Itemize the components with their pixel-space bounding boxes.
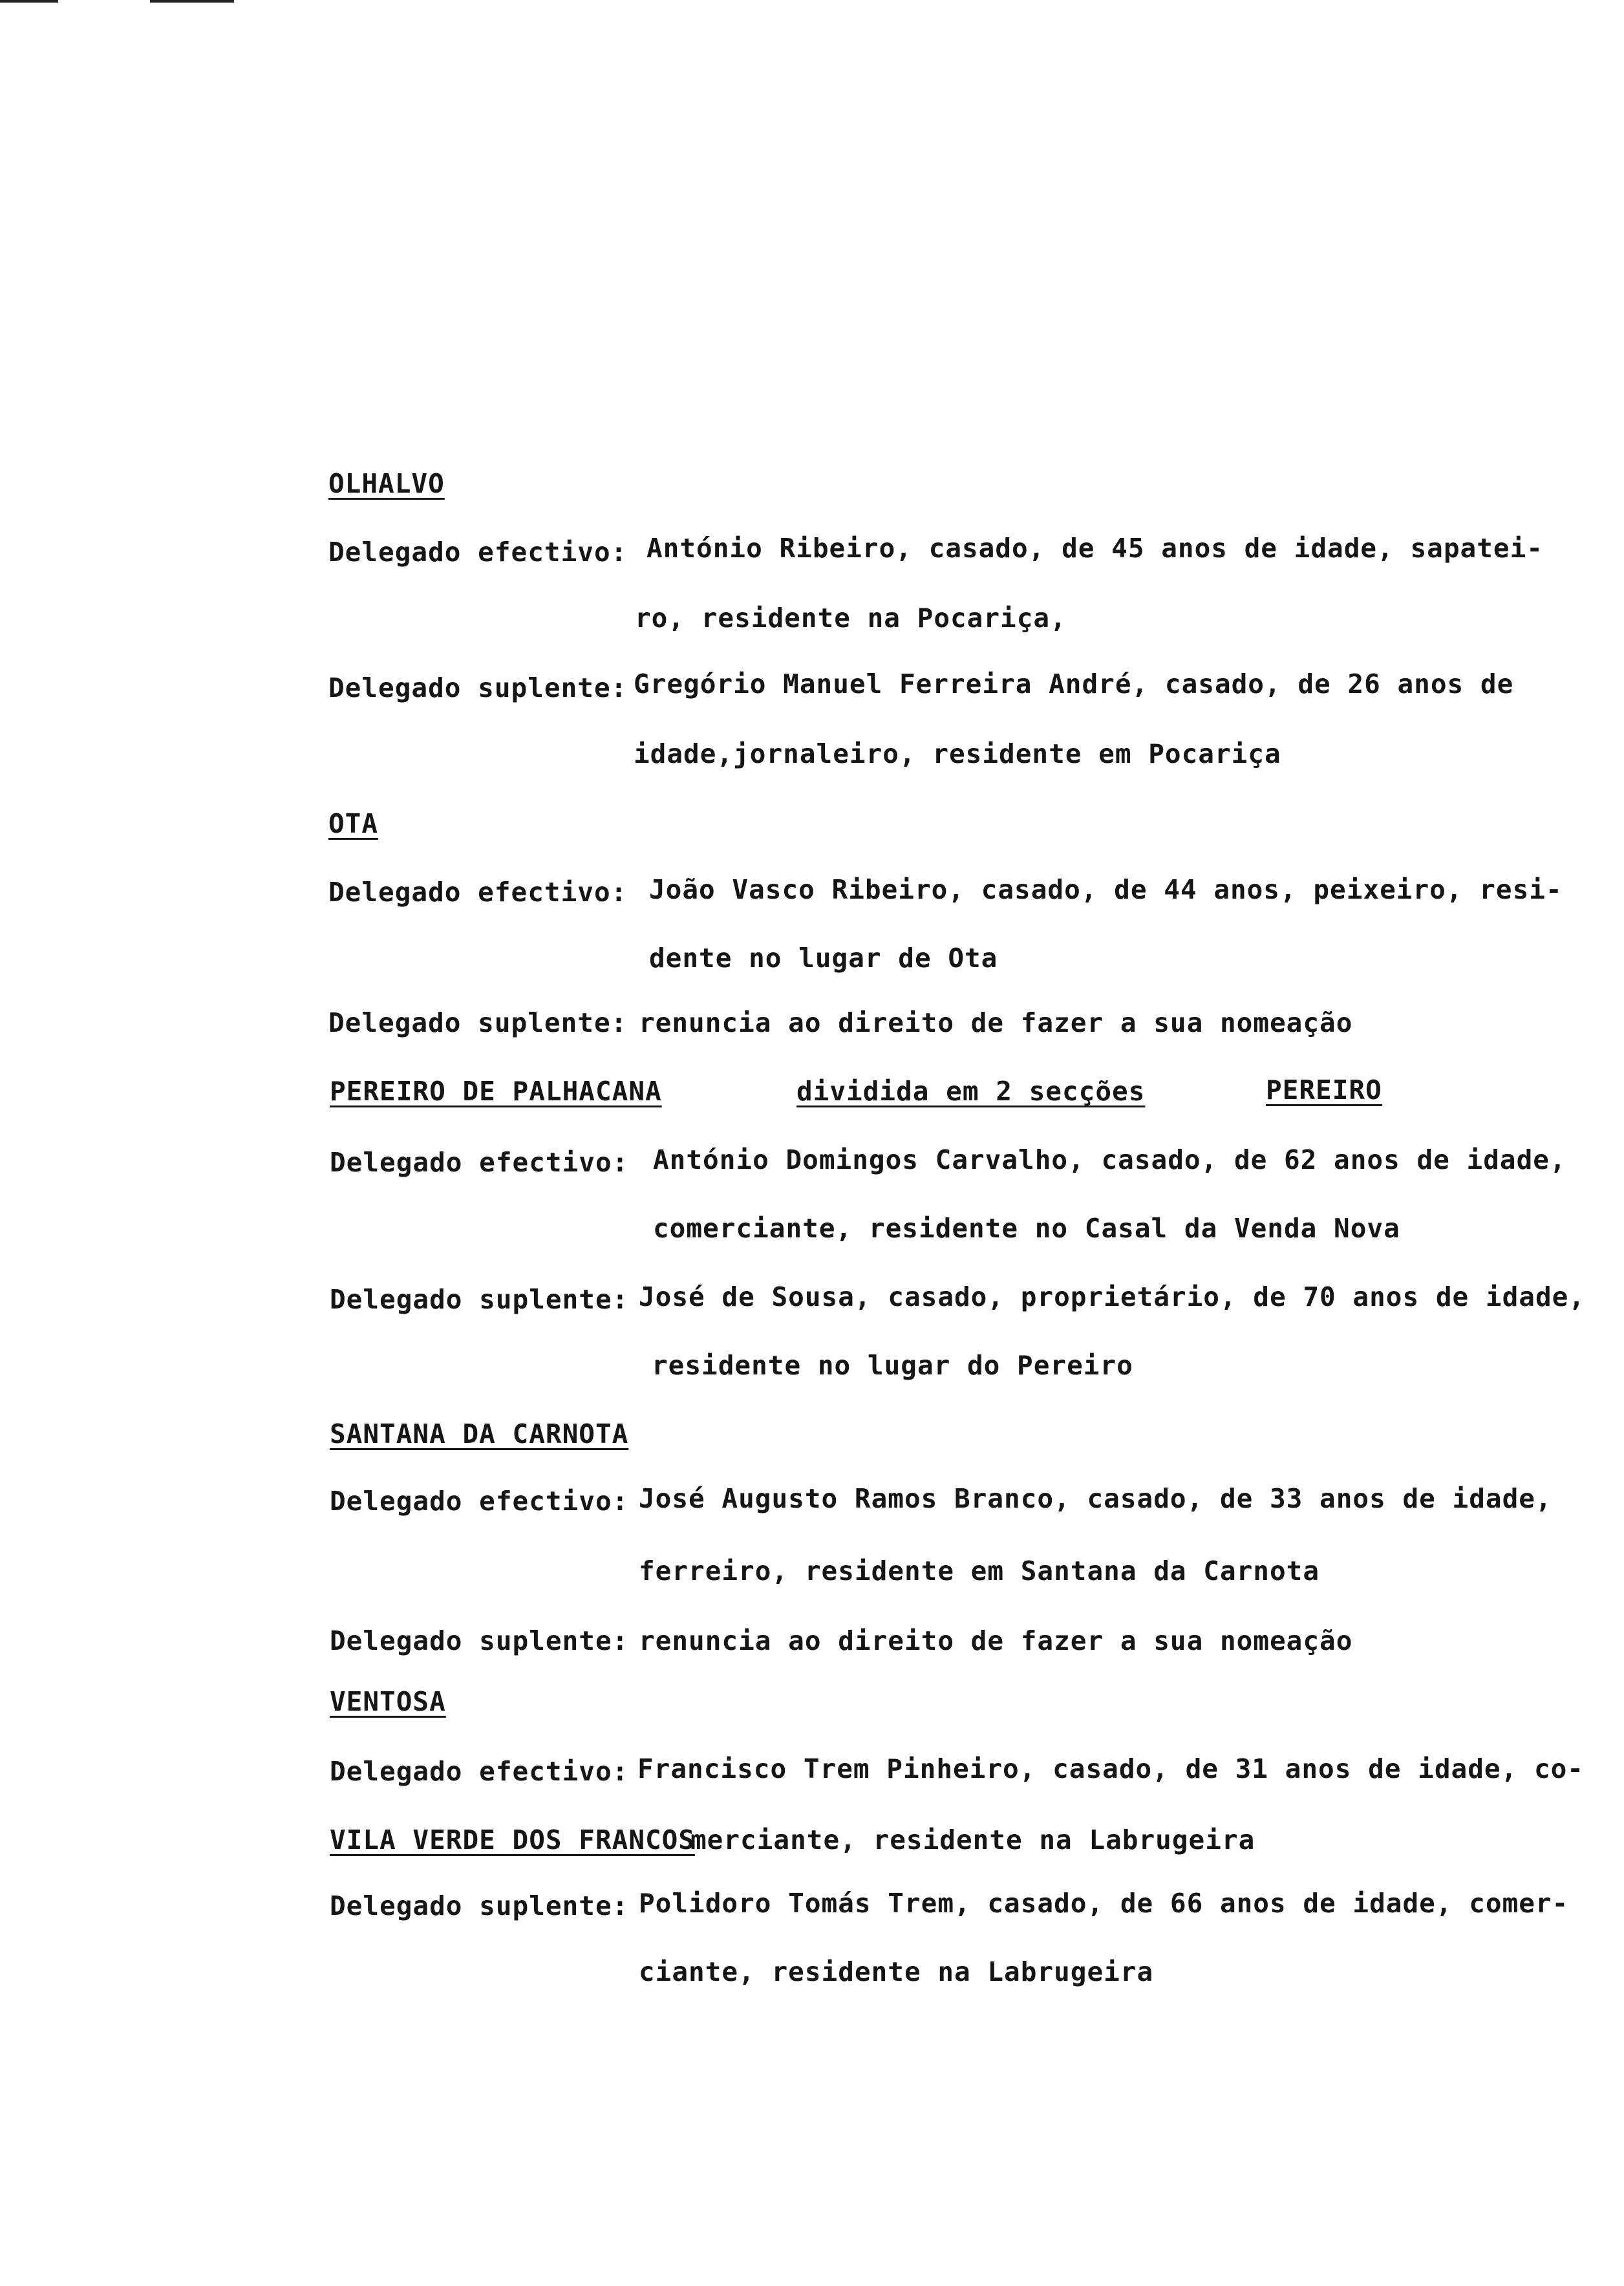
delegado-efectivo-label: Delegado efectivo:: [328, 877, 628, 908]
delegado-suplente-text-cont: idade,jornaleiro, residente em Pocariça: [634, 738, 1281, 769]
delegado-efectivo-label: Delegado efectivo:: [330, 1486, 629, 1517]
delegado-suplente-text: Gregório Manuel Ferreira André, casado, de 26 anos de: [634, 668, 1514, 700]
delegado-suplente-label: Delegado suplente:: [330, 1890, 629, 1921]
delegado-efectivo-text: Francisco Trem Pinheiro, casado, de 31 anos de idade, co-: [637, 1753, 1584, 1784]
delegado-suplente-text: José de Sousa, casado, proprietário, de 70 anos de idade,: [639, 1281, 1585, 1312]
delegado-suplente-label: Delegado suplente:: [330, 1284, 629, 1315]
delegado-suplente-text: Polidoro Tomás Trem, casado, de 66 anos de idade, comer-: [639, 1888, 1569, 1919]
delegado-efectivo-text: António Domingos Carvalho, casado, de 62 anos de idade,: [653, 1144, 1566, 1175]
delegado-efectivo-text-cont: ro, residente na Pocariça,: [635, 603, 1067, 634]
section-heading-ventosa: VENTOSA: [330, 1686, 446, 1717]
delegado-suplente-text: renuncia ao direito de fazer a sua nomeação: [639, 1625, 1353, 1656]
delegado-suplente-text-cont: ciante, residente na Labrugeira: [639, 1956, 1154, 1987]
delegado-efectivo-label: Delegado efectivo:: [330, 1147, 629, 1178]
delegado-suplente-text: renuncia ao direito de fazer a sua nomeação: [639, 1007, 1353, 1038]
top-rule-left: [0, 0, 58, 3]
delegado-efectivo-text-cont: dente no lugar de Ota: [649, 943, 998, 974]
top-rule-right: [150, 0, 234, 3]
delegado-suplente-text-cont: residente no lugar do Pereiro: [652, 1350, 1133, 1381]
delegado-efectivo-label: Delegado efectivo:: [328, 537, 628, 568]
section-heading-olhalvo: OLHALVO: [328, 468, 445, 499]
section-heading-ota: OTA: [328, 808, 379, 839]
section-subheading-pereiro: PEREIRO: [1266, 1074, 1382, 1106]
section-note-divided: dividida em 2 secções: [796, 1076, 1146, 1107]
delegado-efectivo-text: João Vasco Ribeiro, casado, de 44 anos, peixeiro, resi-: [649, 874, 1563, 905]
delegado-suplente-label: Delegado suplente:: [328, 672, 628, 703]
delegado-efectivo-text-cont: merciante, residente na Labrugeira: [690, 1824, 1255, 1855]
section-heading-vila-verde-dos-francos: VILA VERDE DOS FRANCOS: [330, 1824, 696, 1855]
delegado-efectivo-label: Delegado efectivo:: [330, 1756, 629, 1787]
section-heading-pereiro-de-palhacana: PEREIRO DE PALHACANA: [330, 1076, 662, 1107]
delegado-suplente-label: Delegado suplente:: [330, 1625, 629, 1656]
delegado-efectivo-text: António Ribeiro, casado, de 45 anos de idade, sapatei-: [646, 533, 1543, 564]
delegado-efectivo-text-cont: comerciante, residente no Casal da Venda Nova: [653, 1213, 1400, 1244]
section-heading-santana-da-carnota: SANTANA DA CARNOTA: [330, 1418, 629, 1449]
delegado-efectivo-text-cont: ferreiro, residente em Santana da Carnota: [639, 1555, 1320, 1586]
delegado-efectivo-text: José Augusto Ramos Branco, casado, de 33 anos de idade,: [639, 1483, 1552, 1514]
delegado-suplente-label: Delegado suplente:: [328, 1007, 628, 1038]
